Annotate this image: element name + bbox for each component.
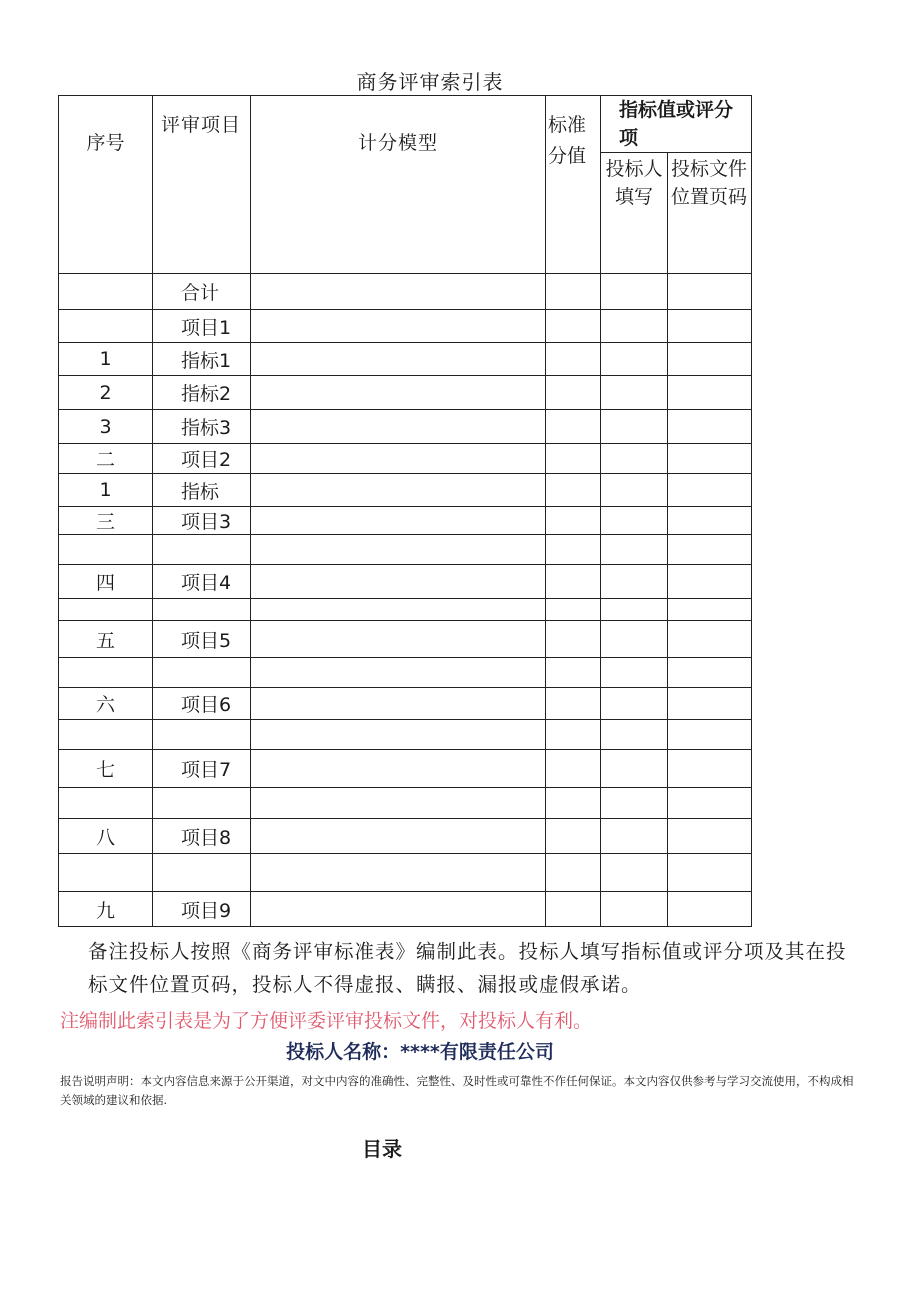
table-row [59, 854, 752, 892]
cell-model [251, 788, 546, 819]
cell-fill [601, 750, 668, 788]
cell-page [668, 274, 752, 310]
cell-item [153, 658, 251, 688]
table-row [59, 410, 752, 444]
cell-item [153, 854, 251, 892]
cell-item: 项目5 [153, 621, 251, 658]
cell-no: 七 [59, 750, 153, 788]
cell-no: 四 [59, 565, 153, 599]
table-row [59, 658, 752, 688]
cell-model [251, 892, 546, 927]
table-row [59, 535, 752, 565]
cell-fill [601, 474, 668, 507]
cell-score [546, 720, 601, 750]
header-indicator-group: 指标值或评分项 [601, 96, 752, 153]
cell-score [546, 474, 601, 507]
table-row [59, 819, 752, 854]
cell-model [251, 274, 546, 310]
cell-page [668, 599, 752, 621]
cell-fill [601, 788, 668, 819]
cell-item: 项目4 [153, 565, 251, 599]
cell-score [546, 343, 601, 376]
cell-item: 项目3 [153, 507, 251, 535]
cell-item: 合计 [153, 274, 251, 310]
cell-no: 六 [59, 688, 153, 720]
cell-fill [601, 819, 668, 854]
cell-fill [601, 274, 668, 310]
cell-no: 1 [59, 474, 153, 507]
cell-model [251, 474, 546, 507]
header-page-location: 投标文件位置页码 [668, 153, 752, 274]
cell-score [546, 621, 601, 658]
cell-score [546, 854, 601, 892]
table-row [59, 621, 752, 658]
cell-fill [601, 621, 668, 658]
cell-page [668, 658, 752, 688]
cell-no [59, 720, 153, 750]
cell-no: 九 [59, 892, 153, 927]
cell-score [546, 565, 601, 599]
cell-no [59, 274, 153, 310]
table-row [59, 688, 752, 720]
cell-fill [601, 854, 668, 892]
cell-model [251, 720, 546, 750]
cell-fill [601, 688, 668, 720]
cell-page [668, 376, 752, 410]
cell-score [546, 599, 601, 621]
cell-model [251, 621, 546, 658]
review-index-table [58, 95, 752, 927]
cell-fill [601, 658, 668, 688]
header-score: 标准分值 [546, 96, 601, 274]
cell-score [546, 535, 601, 565]
page-title: 商务评审索引表 [356, 70, 504, 94]
cell-model [251, 599, 546, 621]
cell-no: 三 [59, 507, 153, 535]
table-row [59, 565, 752, 599]
cell-model [251, 565, 546, 599]
cell-no [59, 310, 153, 343]
cell-score [546, 507, 601, 535]
cell-no: 八 [59, 819, 153, 854]
cell-fill [601, 720, 668, 750]
cell-item [153, 599, 251, 621]
table-row [59, 788, 752, 819]
cell-item: 项目2 [153, 444, 251, 474]
table-body [59, 96, 752, 927]
cell-score [546, 274, 601, 310]
cell-no: 1 [59, 343, 153, 376]
table-row [59, 274, 752, 310]
cell-score [546, 819, 601, 854]
cell-no [59, 658, 153, 688]
cell-model [251, 376, 546, 410]
cell-no: 五 [59, 621, 153, 658]
cell-score [546, 376, 601, 410]
cell-model [251, 410, 546, 444]
cell-item: 指标 [153, 474, 251, 507]
cell-fill [601, 310, 668, 343]
cell-page [668, 507, 752, 535]
table-row [59, 474, 752, 507]
cell-fill [601, 444, 668, 474]
cell-score [546, 444, 601, 474]
cell-model [251, 688, 546, 720]
header-row [59, 96, 752, 153]
cell-page [668, 474, 752, 507]
cell-item: 项目6 [153, 688, 251, 720]
cell-model [251, 507, 546, 535]
table-row [59, 599, 752, 621]
cell-no [59, 854, 153, 892]
cell-page [668, 444, 752, 474]
cell-fill [601, 599, 668, 621]
cell-item [153, 720, 251, 750]
cell-no [59, 599, 153, 621]
table-row [59, 376, 752, 410]
cell-item: 项目8 [153, 819, 251, 854]
cell-score [546, 410, 601, 444]
table-row [59, 507, 752, 535]
cell-model [251, 819, 546, 854]
cell-fill [601, 892, 668, 927]
cell-score [546, 688, 601, 720]
table-row [59, 892, 752, 927]
table-row [59, 720, 752, 750]
cell-page [668, 892, 752, 927]
cell-page [668, 788, 752, 819]
cell-item: 指标3 [153, 410, 251, 444]
cell-fill [601, 535, 668, 565]
cell-item: 项目7 [153, 750, 251, 788]
disclaimer: 报告说明声明：本文内容信息来源于公开渠道，对文中内容的准确性、完整性、及时性或可靠性不作任何保证。本文内容仅供参考与学习交流使用，不构成相关领域的建议和依据. [60, 1074, 854, 1107]
cell-score [546, 892, 601, 927]
warning-note: 注编制此索引表是为了方便评委评审投标文件，对投标人有利。 [60, 1010, 593, 1032]
cell-no [59, 788, 153, 819]
cell-page [668, 310, 752, 343]
cell-page [668, 621, 752, 658]
cell-fill [601, 376, 668, 410]
cell-page [668, 343, 752, 376]
cell-score [546, 750, 601, 788]
cell-page [668, 819, 752, 854]
cell-fill [601, 410, 668, 444]
table-row [59, 444, 752, 474]
cell-item: 指标2 [153, 376, 251, 410]
header-item: 评审项目 [153, 96, 251, 274]
cell-page [668, 565, 752, 599]
header-model: 计分模型 [251, 96, 546, 274]
cell-fill [601, 565, 668, 599]
cell-page [668, 688, 752, 720]
cell-fill [601, 507, 668, 535]
remark-note: 备注投标人按照《商务评审标准表》编制此表。投标人填写指标值或评分项及其在投标文件位置页码，投标人不得虚报、瞒报、漏报或虚假承诺。 [88, 940, 847, 996]
cell-no: 二 [59, 444, 153, 474]
cell-model [251, 343, 546, 376]
cell-no: 3 [59, 410, 153, 444]
cell-item [153, 535, 251, 565]
cell-item [153, 788, 251, 819]
cell-model [251, 444, 546, 474]
cell-model [251, 310, 546, 343]
bidder-name: 投标人名称：****有限责任公司 [286, 1041, 554, 1063]
cell-item: 项目9 [153, 892, 251, 927]
cell-model [251, 750, 546, 788]
cell-no [59, 535, 153, 565]
header-bidder-fill: 投标人填写 [601, 153, 668, 274]
cell-page [668, 750, 752, 788]
header-no: 序号 [59, 96, 153, 274]
cell-model [251, 535, 546, 565]
cell-page [668, 410, 752, 444]
cell-score [546, 788, 601, 819]
table-row [59, 750, 752, 788]
toc-heading: 目录 [362, 1137, 402, 1161]
cell-page [668, 720, 752, 750]
cell-no: 2 [59, 376, 153, 410]
cell-page [668, 535, 752, 565]
cell-score [546, 310, 601, 343]
cell-score [546, 658, 601, 688]
cell-page [668, 854, 752, 892]
cell-fill [601, 343, 668, 376]
cell-item: 指标1 [153, 343, 251, 376]
table-row [59, 310, 752, 343]
cell-item: 项目1 [153, 310, 251, 343]
cell-model [251, 854, 546, 892]
cell-model [251, 658, 546, 688]
table-row [59, 343, 752, 376]
